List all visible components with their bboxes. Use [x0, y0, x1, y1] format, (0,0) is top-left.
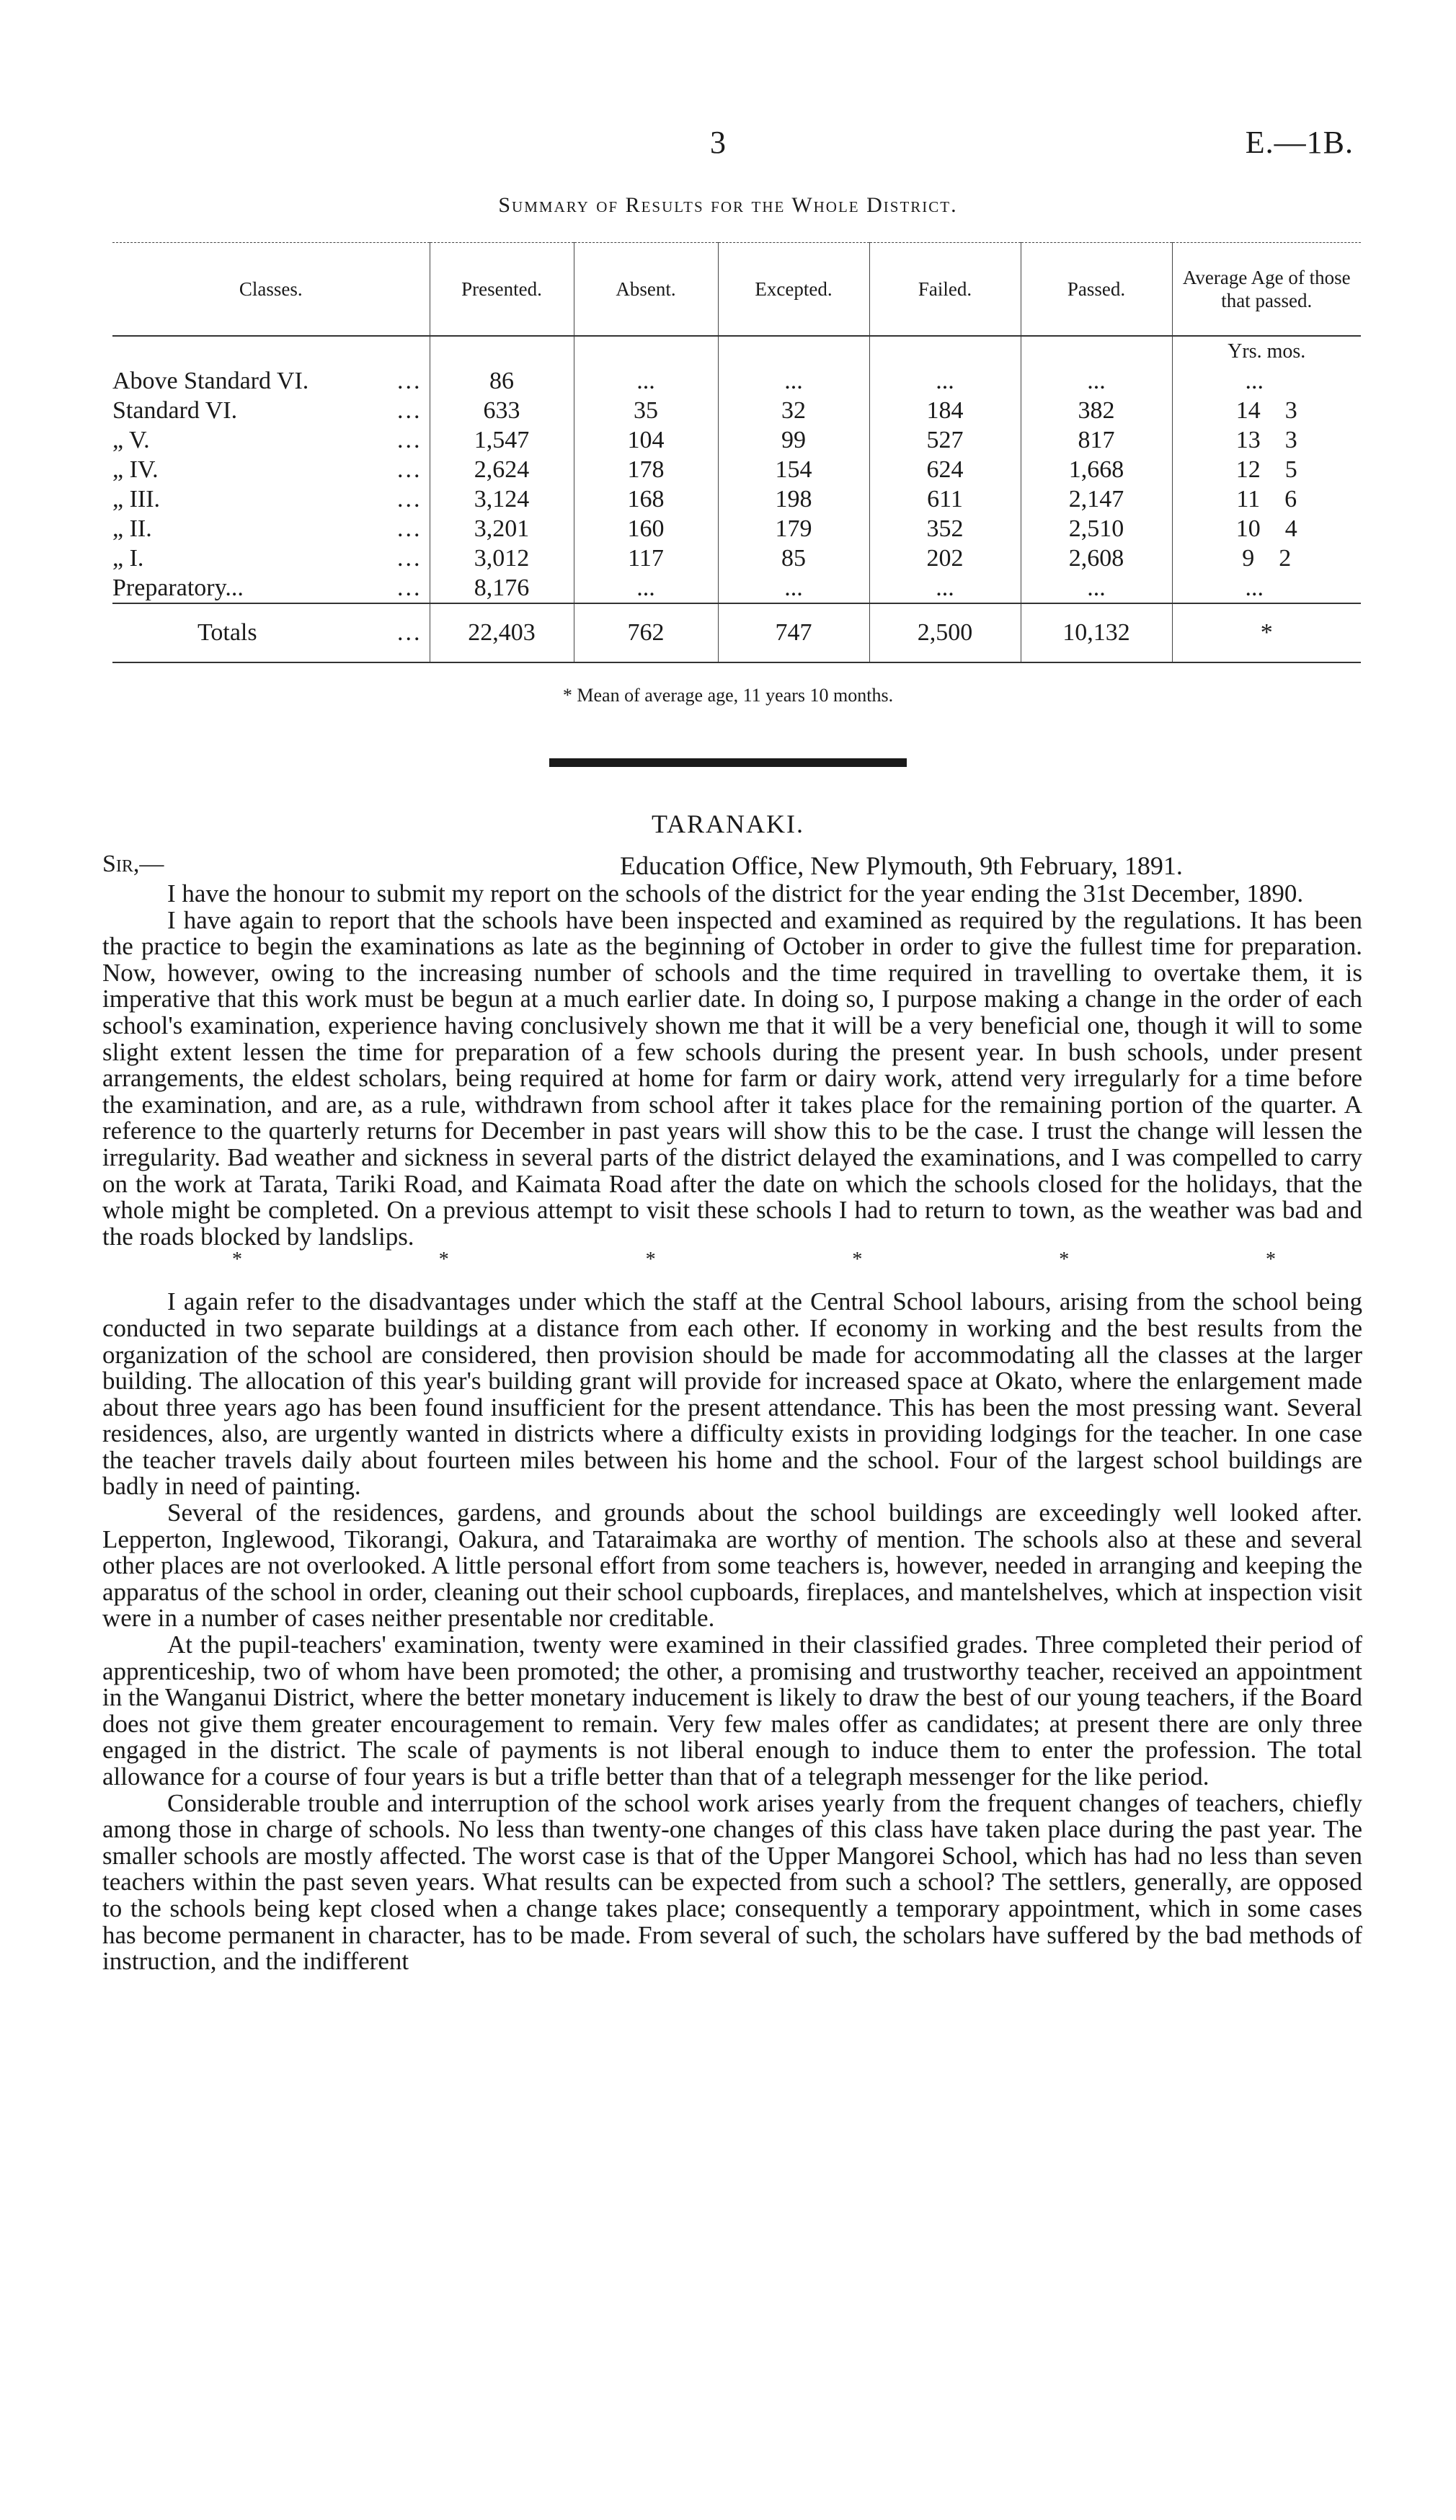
cell-average-age: 9 2: [1172, 544, 1361, 573]
cell-passed: ...: [1021, 573, 1172, 603]
section-heading: TARANAKI.: [651, 809, 805, 838]
col-header-presented: Presented.: [430, 243, 574, 337]
cell-failed: 611: [869, 484, 1021, 514]
totals-presented: 22,403: [430, 603, 574, 662]
cell-passed: 382: [1021, 396, 1172, 425]
cell-presented: 1,547: [430, 425, 574, 455]
paragraph: I have the honour to submit my report on the schools of the district for the year ending the 31st December, 1890.: [167, 879, 1304, 908]
col-header-absent: Absent.: [574, 243, 718, 337]
cell-failed: 184: [869, 396, 1021, 425]
cell-presented: 3,124: [430, 484, 574, 514]
letter-address: Education Office, New Plymouth, 9th February, 1891.: [620, 851, 1183, 880]
paragraph: Several of the residences, gardens, and grounds about the school buildings are exceedingly well looked after. Lepperton, Inglewood, Tikorangi, Oakura, and Tataraimaka are worthy of mention. The schools also at these and several other places are not overlooked. A little personal effort from some teachers is, however, needed in arranging and keeping the apparatus of the school in order, cleaning out their school cupboards, fireplaces, and mantelshelves, which at inspection visit were in a number of cases neither presentable nor creditable.: [102, 1499, 1362, 1633]
cell-average-age: ...: [1172, 573, 1361, 603]
row-class-label: „ II.: [112, 515, 152, 542]
cell-absent: 178: [574, 455, 718, 484]
cell-presented: 8,176: [430, 573, 574, 603]
cell-average-age: 11 6: [1172, 484, 1361, 514]
cell-presented: 3,201: [430, 514, 574, 544]
cell-average-age: 14 3: [1172, 396, 1361, 425]
summary-table: [112, 242, 1361, 663]
table-row: Standard VI. ... 633 35 32 184 382 14 3: [112, 396, 1361, 425]
cell-failed: ...: [869, 366, 1021, 396]
cell-presented: 2,624: [430, 455, 574, 484]
cell-failed: 624: [869, 455, 1021, 484]
row-class-label: Standard VI.: [112, 396, 238, 424]
cell-absent: 104: [574, 425, 718, 455]
star-mark: *: [1059, 1248, 1070, 1272]
row-class-label: Above Standard VI.: [112, 367, 309, 394]
table-header-row: [112, 243, 1361, 337]
star-mark: *: [438, 1248, 449, 1272]
cell-passed: 2,147: [1021, 484, 1172, 514]
star-mark: *: [1265, 1248, 1276, 1272]
cell-absent: 168: [574, 484, 718, 514]
paragraph: At the pupil-teachers' examination, twenty were examined in their classified grades. Three completed their period of apprenticeship, two of whom have been promoted; the other, a promising and trustworthy teacher, received an appointment in the Wanganui District, where the better monetary inducement is likely to draw the best of our young teachers, if the Board does not give them greater encouragement to remain. Very few males offer as candidates; at present there are only three engaged in the district. The scale of payments is not liberal enough to induce them to enter the profession. The total allowance for a course of four years is but a trifle better than that of a telegraph messenger for the like period.: [102, 1631, 1362, 1791]
col-header-classes: Classes.: [239, 278, 303, 300]
col-header-failed: Failed.: [869, 243, 1021, 337]
table-row: „ IV. ... 2,624 178 154 624 1,668 12 5: [112, 455, 1361, 484]
star-mark: *: [232, 1248, 242, 1272]
cell-failed: 352: [869, 514, 1021, 544]
document-reference: E.—1B.: [1245, 125, 1354, 160]
cell-excepted: 85: [718, 544, 869, 573]
paragraph: I have again to report that the schools have been inspected and examined as required by the regulations. It has been the practice to begin the examinations as late as the beginning of October in order to give the fullest time for preparation. Now, however, owing to the increasing number of schools and the time required in travelling to overtake them, it is imperative that this work must be begun at a much earlier date. In doing so, I purpose making a change in the order of each school's examination, experience having conclusively shown me that it will be a very beneficial one, though it will to some slight extent lessen the time for preparation of a few schools during the present year. In bush schools, under present arrangements, the eldest scholars, being required at home for farm or dairy work, attend very irregularly for a time before the examination, and are, as a rule, withdrawn from school after it takes place for the remaining portion of the quarter. A reference to the quarterly returns for December in past years will show this to be the case. I trust the change will lessen the irregularity. Bad weather and sickness in several parts of the district delayed the examinations, and I was compelled to carry on the work at Tarata, Tariki Road, and Kaimata Road after the date on which the schools closed for the holidays, that the whole might be completed. On a previous attempt to visit these schools I had to return to town, as the weather was bad and the roads blocked by landslips.: [102, 905, 1362, 1251]
cell-failed: ...: [869, 573, 1021, 603]
col-header-passed: Passed.: [1021, 243, 1172, 337]
table-footnote: * Mean of average age, 11 years 10 months.: [562, 685, 894, 706]
row-class-label: „ IV.: [112, 456, 159, 483]
section-break-stars: [102, 1250, 1362, 1289]
row-class-label: „ V.: [112, 426, 150, 453]
totals-row: Totals ... 22,403 762 747 2,500 10,132 *: [112, 603, 1361, 662]
cell-absent: ...: [574, 366, 718, 396]
cell-passed: 2,608: [1021, 544, 1172, 573]
row-class-label: „ III.: [112, 485, 161, 513]
cell-presented: 3,012: [430, 544, 574, 573]
cell-absent: 160: [574, 514, 718, 544]
totals-label: Totals: [197, 619, 257, 646]
cell-average-age: 13 3: [1172, 425, 1361, 455]
cell-passed: 817: [1021, 425, 1172, 455]
table-row: „ III. ... 3,124 168 198 611 2,147 11 6: [112, 484, 1361, 514]
page-number: 3: [710, 125, 726, 160]
age-units-row: [112, 336, 1361, 366]
cell-excepted: ...: [718, 366, 869, 396]
totals-passed: 10,132: [1021, 603, 1172, 662]
totals-age: *: [1172, 603, 1361, 662]
salutation: Sir,—: [102, 851, 164, 877]
star-mark: *: [852, 1248, 863, 1272]
cell-failed: 527: [869, 425, 1021, 455]
table-row: Preparatory... ... 8,176 ... ... ... ... ...: [112, 573, 1361, 603]
totals-absent: 762: [574, 603, 718, 662]
cell-excepted: 32: [718, 396, 869, 425]
cell-passed: 2,510: [1021, 514, 1172, 544]
cell-failed: 202: [869, 544, 1021, 573]
table-row: „ I. ... 3,012 117 85 202 2,608 9 2: [112, 544, 1361, 573]
cell-presented: 633: [430, 396, 574, 425]
letter-body: [102, 881, 1362, 1975]
cell-excepted: ...: [718, 573, 869, 603]
cell-passed: 1,668: [1021, 455, 1172, 484]
cell-excepted: 198: [718, 484, 869, 514]
table-row: Above Standard VI. ... 86 ... ... ... ... ...: [112, 366, 1361, 396]
cell-passed: ...: [1021, 366, 1172, 396]
row-class-label: „ I.: [112, 544, 144, 572]
totals-failed: 2,500: [869, 603, 1021, 662]
section-divider: [549, 758, 907, 767]
cell-excepted: 154: [718, 455, 869, 484]
totals-excepted: 747: [718, 603, 869, 662]
col-header-average-age: Average Age of those that passed.: [1172, 243, 1361, 337]
table-row: „ II. ... 3,201 160 179 352 2,510 10 4: [112, 514, 1361, 544]
cell-excepted: 99: [718, 425, 869, 455]
cell-absent: 35: [574, 396, 718, 425]
cell-average-age: ...: [1172, 366, 1361, 396]
row-class-label: Preparatory...: [112, 574, 244, 601]
age-units-label: Yrs. mos.: [1172, 336, 1361, 366]
cell-absent: ...: [574, 573, 718, 603]
cell-absent: 117: [574, 544, 718, 573]
col-header-excepted: Excepted.: [718, 243, 869, 337]
paragraph: Considerable trouble and interruption of the school work arises yearly from the frequent changes of teachers, chiefly among those in charge of schools. No less than twenty-one changes of this class have taken place during the past year. The smaller schools are mostly affected. The worst case is that of the Upper Mangorei School, which has had no less than seven teachers within the past seven years. What results can be expected from such a school? The settlers, generally, are opposed to the schools being kept closed when a change takes place; consequently a temporary appointment, which in some cases has become permanent in character, has to be made. From several of such, the scholars have suffered by the bad methods of instruction, and the indifferent: [102, 1788, 1362, 1976]
table-row: „ V. ... 1,547 104 99 527 817 13 3: [112, 425, 1361, 455]
cell-average-age: 12 5: [1172, 455, 1361, 484]
cell-excepted: 179: [718, 514, 869, 544]
cell-presented: 86: [430, 366, 574, 396]
table-title: Summary of Results for the Whole District.: [498, 193, 958, 217]
paragraph: I again refer to the disadvantages under which the staff at the Central School labours, arising from the school being conducted in two separate buildings at a distance from each other. If economy in working and the best results from the organization of the school are considered, then provision should be made for accommodating all the classes at the larger building. The allocation of this year's building grant will provide for increased space at Okato, where the enlargement made about three years ago has been found insufficient for the present attendance. This has been the most pressing want. Several residences, also, are urgently wanted in districts where a difficulty exists in providing lodgings for the teacher. In one case the teacher travels daily about fourteen miles between his home and the school. Four of the largest school buildings are badly in need of painting.: [102, 1287, 1362, 1501]
star-mark: *: [645, 1248, 656, 1272]
cell-average-age: 10 4: [1172, 514, 1361, 544]
